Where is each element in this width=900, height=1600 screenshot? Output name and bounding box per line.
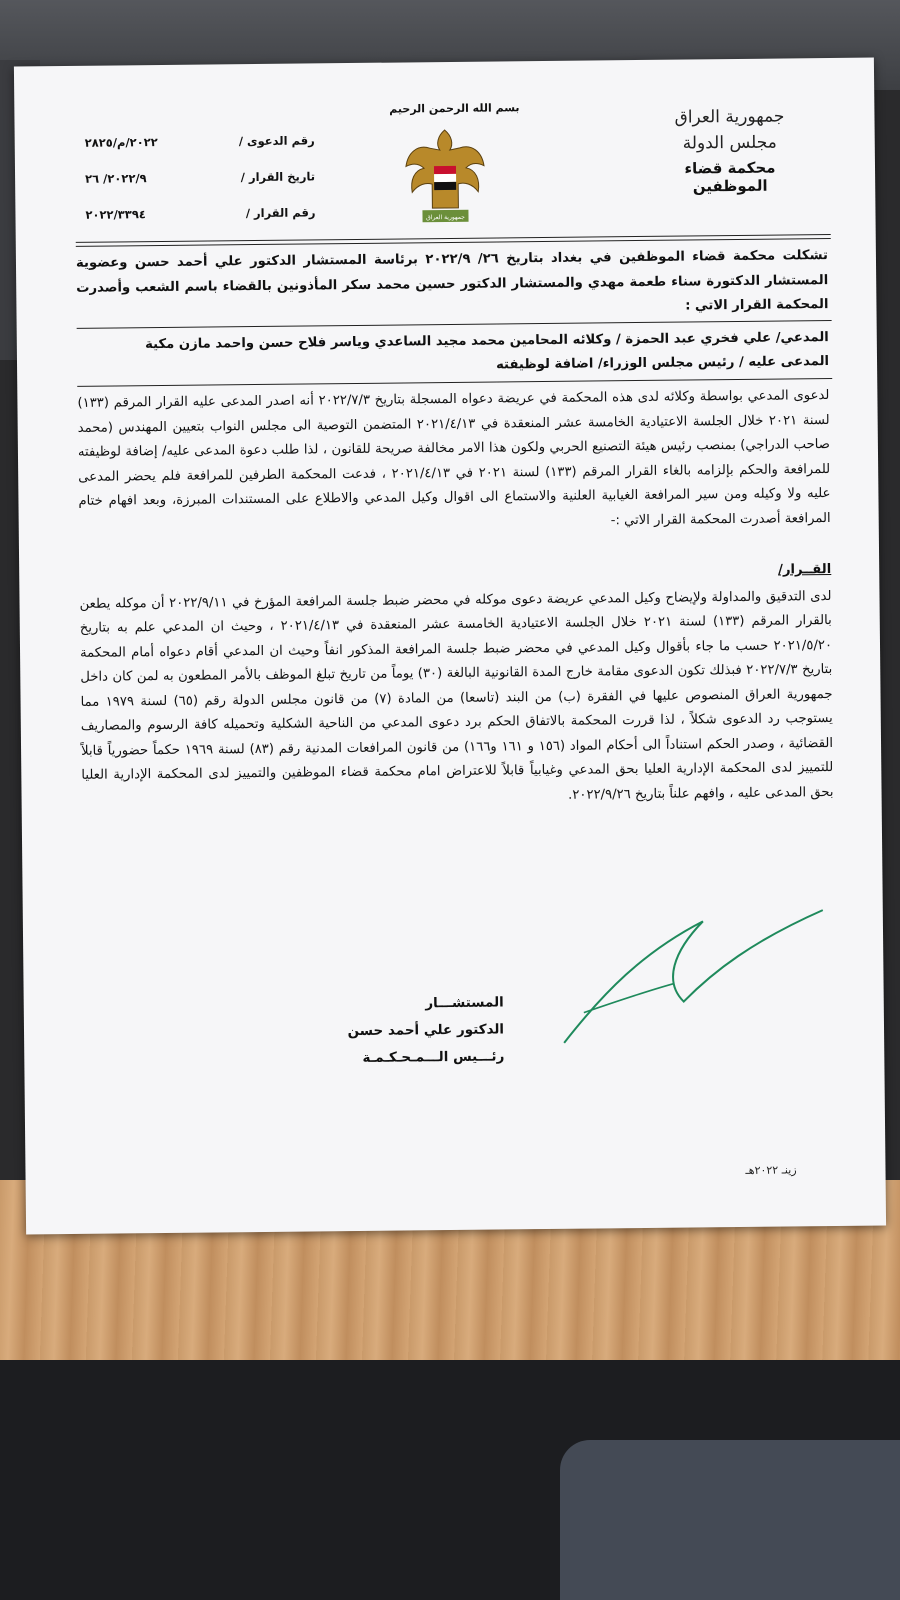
court-formation-paragraph: تشكلت محكمة قضاء الموظفين في بغداد بتاريخ ٢٦/ ٢٠٢٢/٩ برئاسة المستشار الدكتور علي أحمد حسن وعضوية المستشار الدكتورة سناء طعمة مهدي والمستشار الدكتور حسين محمد سكر المأذونين بالقضاء باسم الشعب وأصدرت المحكمة القرار الاتي : — [75, 248, 829, 314]
meta-row-case-number — [85, 133, 315, 149]
basmala: بسم الله الرحمن الرحيم — [389, 101, 520, 116]
meta-label: تاريخ القرار / — [240, 169, 316, 185]
court-header — [644, 106, 815, 196]
claim-paragraph: لدعوى المدعي بواسطة وكلائه لدى هذه المحكمة في عريضة دعواه المسجلة بتاريخ ٢٠٢٢/٧/٣ أنه اصدر المدعى عليه القرار المرقم (١٣٣) لسنة ٢٠٢١ خلال الجلسة الاعتيادية الخامسة عشر المنعقدة في ٢٠٢١/٤/١٣ المتضمن التوصية الى مجلس النواب بتعيين المهندس (محمد صاحب الدراجي) بمنصب رئيس هيئة التصنيع الحربي ولكون هذا الامر مخالفة صريحة للقانون ، لذا طلب دعوة المدعى عليه/ إضافة لوظيفته للمرافعة والحكم بإلزامه بالغاء القرار المرقم (١٣٣) لسنة ٢٠٢١ في ٢٠٢١/٤/١٣ ، فدعت المحكمة الطرفين للمرافعة فلم يحضر المدعى عليه ولا وكيله ومن سير المرافعة الغيابية العلنية والاستماع الى اقوال وكيل المدعي والاطلاع على المستندات المبرزة، وبعد افهام ختام المرافعة أصدرت المحكمة القرار الاتي :- — [77, 388, 831, 528]
footer-note: زينـ ٢٠٢٢هـ — [745, 1163, 797, 1177]
decision-paragraph: لدى التدقيق والمداولة ولإيضاح وكيل المدعي عريضة دعوى موكله في محضر ضبط جلسة المرافعة المؤرخ في ٢٠٢٢/٩/١١ أن موكله يطعن بالقرار المرقم (١٣٣) لسنة ٢٠٢١ خلال الجلسة الاعتيادية الخامسة عشر المنعقدة في ٢٠٢١/٤/١٣ ، وحيث ان المدعي علم به بتاريخ ٢٠٢١/٥/٢٠ حسب ما جاء بأقوال وكيل المدعي في محضر ضبط جلسة المرافعة المذكور انفاً وحيث ان المدعي أقام دعواه أمام المحكمة بتاريخ ٢٠٢٢/٧/٣ فبذلك تكون الدعوى مقامة خارج المدة القانونية البالغة (٣٠) يوماً من تاريخ تبلغ الموظف بالأمر المطعون به لمن كان داخل جمهورية العراق المنصوص عليها في الفقرة (ب) من البند (تاسعا) من المادة (٧) من قانون مجلس الدولة رقم (٦٥) لسنة ١٩٧٩ مما يستوجب رد الدعوى شكلاً ، لذا قررت المحكمة بالاتفاق الحكم برد دعوى المدعي من الناحية الشكلية وتحميله كافة الرسوم والمصاريف القضائية ، وصدر الحكم استناداً الى أحكام المواد (١٥٦ و ١٦١ و١٦٦) من قانون المرافعات المدنية رقم (٨٣) لسنة ١٩٦٩ حكماً حضورياً قابلاً للتمييز لدى المحكمة الإدارية العليا بحق المدعي وغيابياً قابلاً للاعتراض امام محكمة قضاء الموظفين والتمييز لدى المحكمة الإدارية العليا بحق المدعى عليه ، وافهم علناً بتاريخ ٢٠٢٢/٩/٢٦. — [79, 588, 834, 803]
meta-row-decision-number — [85, 205, 315, 221]
decision-title: القــرار/ — [778, 562, 832, 578]
plaintiff-line: المدعي/ علي فخري عبد الحمزة / وكلائه المحامين محمد مجيد الساعدي وياسر فلاح حسن واحمد مازن مكية — [144, 330, 829, 353]
case-meta — [85, 133, 316, 243]
decision-section — [79, 554, 834, 813]
council-name: مجلس الدولة — [682, 132, 777, 154]
signature-block — [314, 989, 505, 1072]
emblem-caption: جمهورية العراق — [426, 213, 465, 222]
republic-name: جمهورية العراق — [674, 106, 785, 128]
meta-label: رقم القرار / — [245, 205, 316, 221]
chair-background — [560, 1440, 900, 1600]
signature-role: رئـــيس الـــمـحـكـمـة — [362, 1048, 505, 1066]
signature-title: المستشـــار — [425, 994, 504, 1012]
defendant-line: المدعى عليه / رئيس مجلس الوزراء/ اضافة لوظيفته — [495, 354, 830, 373]
meta-value: ٢٠٢٢/٩/ ٢٦ — [85, 171, 147, 186]
court-decision-paper — [14, 58, 886, 1235]
iraq-eagle-emblem-icon — [400, 122, 491, 233]
court-name: محكمة قضاء الموظفين — [684, 158, 776, 196]
handwritten-signature-icon — [523, 890, 845, 1053]
meta-value: ٢٠٢٢/٣٣٩٤ — [85, 207, 146, 222]
meta-row-decision-date — [85, 169, 315, 185]
signature-name: الدكتور علي أحمد حسن — [347, 1021, 505, 1040]
meta-value: ٢٠٢٢/م/٢٨٢٥ — [84, 135, 158, 150]
meta-label: رقم الدعوى / — [238, 133, 315, 149]
